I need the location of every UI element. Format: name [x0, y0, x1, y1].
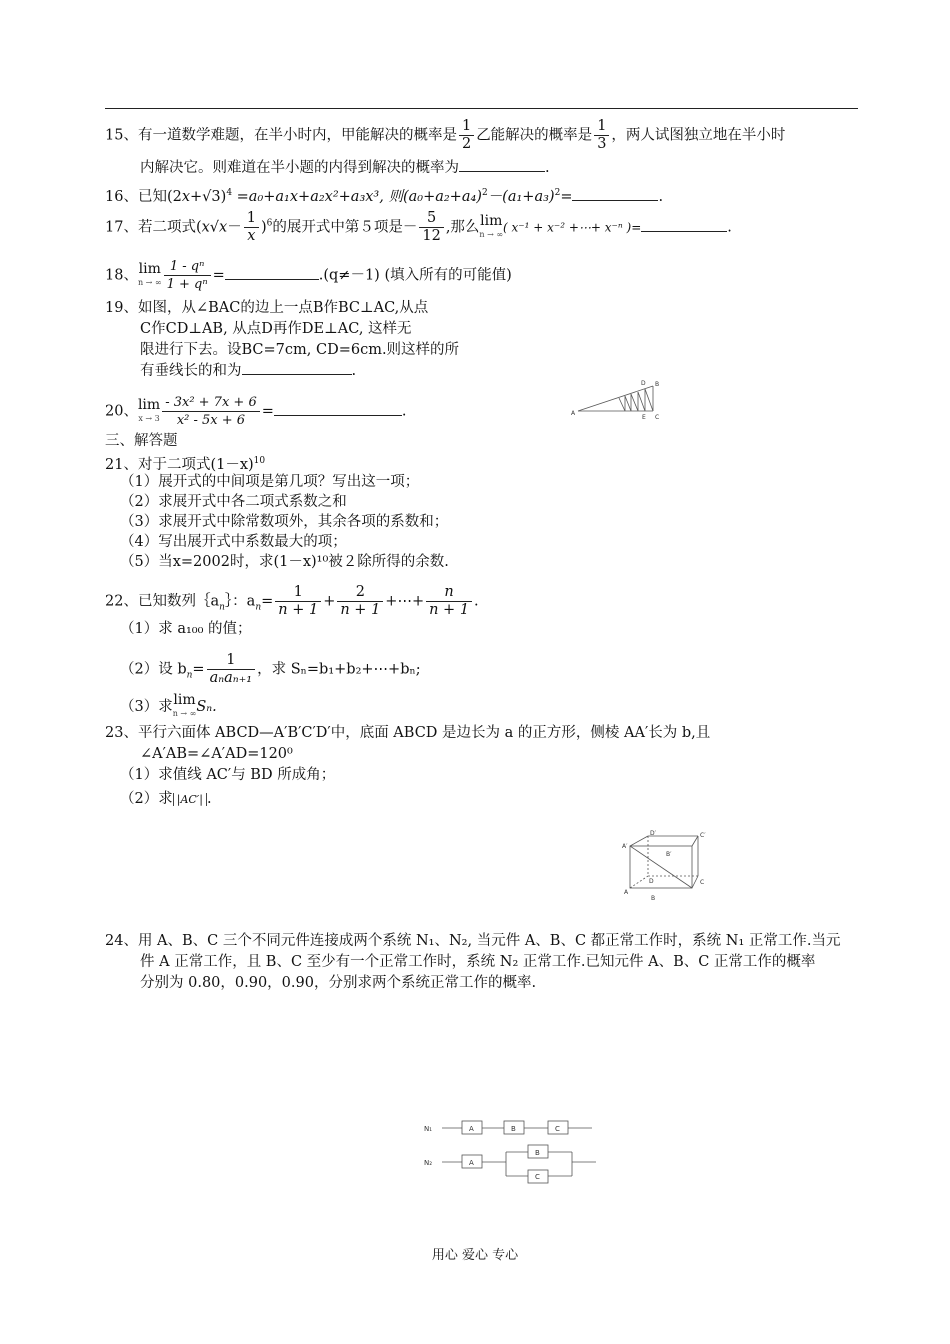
fig23-label-c-prime: C′ — [700, 832, 706, 839]
question-24-line1: 24、用 A、B、C 三个不同元件连接成两个系统 N₁、N₂, 当元件 A、B、C 都正常工作时，系统 N₁ 正常工作.当元 — [105, 933, 841, 949]
q16-answer-blank — [572, 186, 658, 201]
question-15-line1 — [105, 118, 785, 153]
q15-text-b: 乙能解决的概率是 — [476, 127, 593, 144]
fig23-label-c: C — [700, 879, 705, 886]
question-18: 18、 lim n → ∞ $\frac{\text{1 - qⁿ}}{\text{1 + qⁿ}}$ = .(q≠－1) (填入所有的可能值) — [105, 259, 512, 292]
q20-fraction: $\frac{\text{- 3x² + 7x + 6}}{\text{x² - 5x + 6}}$ — [162, 394, 260, 429]
question-23-line1: 23、平行六面体 ABCD—A′B′C′D′中，底面 ABCD 是边长为 a 的正方形，侧棱 AA′长为 b,且 — [105, 725, 711, 741]
fig23-label-b: B — [651, 895, 656, 902]
question-16: 16、已知$(2x+√3)^4 =a_0+a_1x+a_2x^2+a_3x^3$, 则$(a_0+a_2+a_4)^2-(a_1+a_3)^2=$ . — [105, 182, 663, 208]
fig23-label-d: D — [649, 878, 654, 885]
question-17: 17、若二项式(x√x－ $\frac{1}{x}$ )$^6$的展开式中第５项是－ $\frac{5}{12}$ ,那么 lim n → ∞ ( x⁻¹ + x⁻² +⋯+ x⁻ⁿ )= . — [105, 210, 732, 244]
q15-text-a: 15、有一道数学难题，在半小时内，甲能解决的概率是 — [105, 127, 457, 144]
question-22-item-2: （2）设 $b_n=$ $\frac{1}{\text{aₙaₙ₊₁}}$ ，求 Sₙ=b₁+b₂+⋯+bₙ; — [120, 652, 421, 686]
fig24-n1-box-a: A — [469, 1125, 474, 1133]
question-23-item-1: （1）求值线 AC′与 BD 所成角； — [120, 767, 336, 783]
fig23-label-b-prime: B′ — [666, 851, 672, 858]
fig24-n2-box-b: B — [535, 1149, 540, 1157]
q20-answer-blank — [274, 401, 402, 416]
question-19-line1: 19、如图，从∠BAC的边上一点B作BC⊥AC,从点 — [105, 300, 429, 316]
q18-fraction: $\frac{\text{1 - qⁿ}}{\text{1 + qⁿ}}$ — [164, 258, 211, 293]
fig19-label-e: E — [642, 414, 646, 421]
question-22-item-3: （3）求 lim n → ∞ Sₙ. — [120, 692, 217, 718]
q18-limit: lim n → ∞ — [137, 260, 162, 287]
question-23-item-2: （2）求 |AC′| . — [120, 791, 212, 807]
q15-text-line2: 内解决它。则难道在半小题的内得到解决的概率为 — [140, 160, 459, 176]
question-20: 20、 lim x → 3 $\frac{\text{- 3x² + 7x + 6}}{\text{x² - 5x + 6}}$ = . — [105, 395, 407, 428]
q17-fraction-five-twelfths: $\frac{5}{12}$ — [419, 210, 443, 245]
question-21-item-1: （1）展开式的中间项是第几项？写出这一项； — [120, 474, 420, 490]
question-19-line2: C作CD⊥AB, 从点D再作DE⊥AC, 这样无 — [140, 321, 412, 337]
fig24-label-n2: N₂ — [424, 1159, 433, 1167]
q15-text-c: ，两人试图独立地在半小时 — [611, 127, 786, 144]
q15-fraction-half: $\frac{1}{2}$ — [459, 118, 474, 153]
q17-fraction-one-over-x: $\frac{1}{x}$ — [244, 210, 259, 245]
question-22-item-1: （1）求 a₁₀₀ 的值； — [120, 621, 252, 637]
q22-fraction-3: $\frac{n}{n + 1}$ — [426, 584, 472, 619]
fig24-label-n1: N₁ — [424, 1125, 433, 1133]
fig23-label-d-prime: D′ — [650, 830, 656, 837]
q19-triangle-figure — [570, 378, 662, 424]
q22-fraction-2: $\frac{2}{n + 1}$ — [337, 584, 383, 619]
page-footer: 用心 爱心 专心 — [431, 1248, 519, 1263]
q17-limit: lim n → ∞ — [479, 212, 504, 239]
q23-parallelepiped-figure — [618, 826, 708, 902]
fig23-label-a: A — [624, 889, 629, 896]
question-21-item-2: （2）求展开式中各二项式系数之和 — [120, 494, 347, 510]
q15-answer-blank — [459, 157, 545, 172]
question-19-line4: 有垂线长的和为 . — [140, 360, 356, 382]
question-21-title: 21、对于二项式$(1-x)^{10}$ — [105, 456, 266, 473]
fig24-n2-box-c: C — [535, 1173, 540, 1181]
question-22: 22、已知数列$\{a_n\}$：$a_n=$ $\frac{1}{n + 1}$ + $\frac{2}{n + 1}$ +⋯+ $\frac{n}{n + 1}$ . — [105, 584, 479, 618]
header-rule — [105, 108, 858, 109]
question-21-item-3: （3）求展开式中除常数项外，其余各项的系数和； — [120, 514, 449, 530]
q20-limit: lim x → 3 — [137, 396, 161, 423]
q22-fraction-1: $\frac{1}{n + 1}$ — [275, 584, 321, 619]
q18-answer-blank — [225, 265, 319, 280]
question-21-item-4: （4）写出展开式中系数最大的项； — [120, 534, 347, 550]
fig19-label-b: B — [655, 381, 660, 388]
q22-limit: lim n → ∞ — [172, 692, 197, 718]
question-24-line2: 件 A 正常工作，且 B、C 至少有一个正常工作时，系统 N₂ 正常工作.已知元件 A、B、C 正常工作的概率 — [140, 954, 816, 970]
q23-vector-magnitude: |AC′| — [173, 793, 207, 806]
q24-circuit-figure — [420, 1112, 600, 1192]
question-15-line2: 内解决它。则难道在半小题的内得到解决的概率为 . — [140, 157, 550, 179]
q15-fraction-third: $\frac{1}{3}$ — [594, 118, 609, 153]
question-19-line3: 限进行下去。设BC=7cm, CD=6cm.则这样的所 — [140, 342, 460, 358]
q17-answer-blank — [641, 217, 727, 232]
fig19-label-c: C — [655, 414, 660, 421]
fig23-label-a-prime: A′ — [622, 843, 628, 850]
question-24-line3: 分别为 0.80，0.90，0.90，分别求两个系统正常工作的概率. — [140, 975, 537, 991]
fig24-n2-box-a: A — [469, 1159, 474, 1167]
q22-fraction-bn: $\frac{1}{\text{aₙaₙ₊₁}}$ — [207, 652, 256, 687]
fig19-label-d: D — [641, 380, 646, 387]
section-3-heading: 三、解答题 — [105, 433, 178, 449]
fig24-n1-box-c: C — [555, 1125, 560, 1133]
fig24-n1-box-b: B — [511, 1125, 516, 1133]
q19-answer-blank — [242, 360, 352, 375]
fig19-label-a: A — [571, 410, 576, 417]
question-23-line2: ∠A′AB=∠A′AD=120⁰ — [140, 746, 293, 762]
question-21-item-5: （5）当x=2002时，求(1－x)¹⁰被２除所得的余数. — [120, 554, 449, 570]
